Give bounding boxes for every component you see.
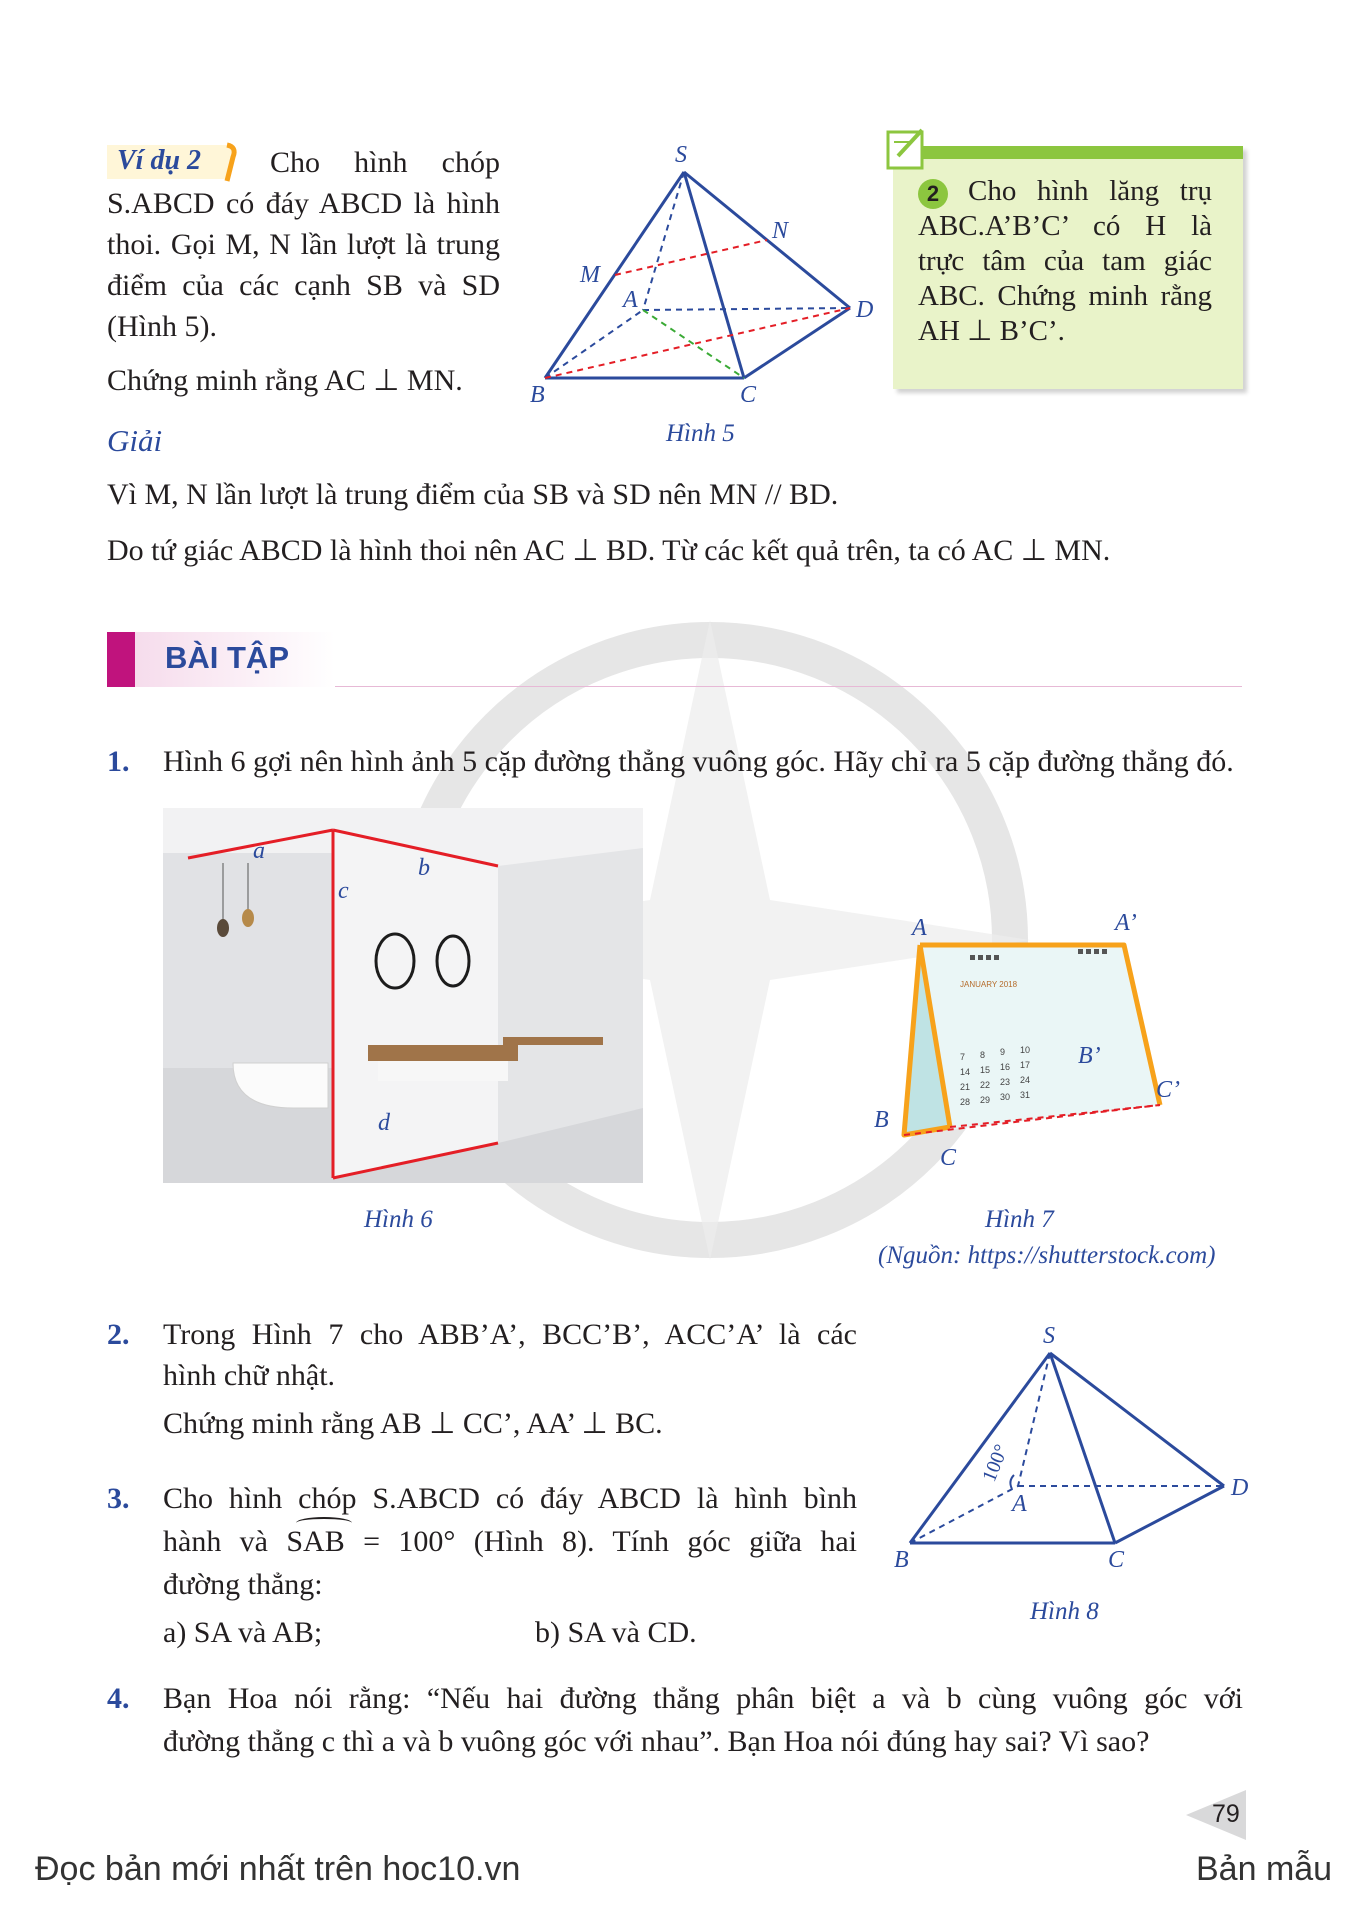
example-prove: Chứng minh rằng AC ⊥ MN. bbox=[107, 364, 463, 397]
exercise-3-option-a: a) SA và AB; bbox=[163, 1616, 323, 1649]
fig8-angle-label: 100° bbox=[978, 1441, 1013, 1485]
fig7-label-c: C bbox=[940, 1145, 957, 1171]
example-line-5: (Hình 5). bbox=[107, 310, 217, 343]
practice-line-2: ABC.A’B’C’ có H là bbox=[918, 210, 1212, 242]
figure7-source: (Nguồn: https://shutterstock.com) bbox=[878, 1242, 1216, 1269]
fig6-label-a: a bbox=[253, 838, 265, 864]
solution-line-2: Do tứ giác ABCD là hình thoi nên AC ⊥ BD. Từ các kết quả trên, ta có AC ⊥ MN. bbox=[107, 534, 1111, 567]
fig8-label-d: D bbox=[1231, 1475, 1249, 1501]
practice-line-1: Cho hình lăng trụ bbox=[968, 175, 1212, 207]
svg-text:22: 22 bbox=[980, 1080, 991, 1090]
exercise-3-line-3: đường thẳng: bbox=[163, 1568, 323, 1601]
svg-text:24: 24 bbox=[1020, 1075, 1031, 1085]
svg-text:21: 21 bbox=[960, 1082, 971, 1092]
practice-number-badge bbox=[918, 179, 948, 209]
practice-line-3: trực tâm của tam giác bbox=[918, 245, 1212, 277]
practice-line-4: ABC. Chứng minh rằng bbox=[918, 280, 1212, 312]
fig7-label-c2: C’ bbox=[1156, 1077, 1180, 1103]
svg-text:7: 7 bbox=[960, 1052, 966, 1062]
example-line-2: S.ABCD có đáy ABCD là hình bbox=[107, 187, 500, 220]
practice-number: 2 bbox=[926, 181, 940, 206]
svg-text:29: 29 bbox=[980, 1095, 991, 1105]
fig6-label-d: d bbox=[378, 1110, 390, 1136]
page-number: 79 bbox=[1212, 1800, 1240, 1828]
svg-text:10: 10 bbox=[1020, 1045, 1031, 1055]
solution-line-1: Vì M, N lần lượt là trung điểm của SB và SD nên MN // BD. bbox=[107, 478, 839, 511]
exercise-4-line-2: đường thẳng c thì a và b vuông góc với nhau”. Bạn Hoa nói đúng hay sai? Vì sao? bbox=[163, 1725, 1150, 1758]
figure8-pyramid bbox=[890, 1315, 1260, 1573]
fig5-label-b: B bbox=[530, 382, 545, 408]
exercise-3-option-b: b) SA và CD. bbox=[535, 1616, 697, 1649]
svg-text:16: 16 bbox=[1000, 1062, 1011, 1072]
section-divider bbox=[335, 686, 1242, 687]
fig5-label-m: M bbox=[580, 262, 600, 288]
fig5-label-d: D bbox=[856, 297, 874, 323]
figure5-caption: Hình 5 bbox=[666, 420, 735, 447]
fig7-label-a: A bbox=[912, 915, 927, 941]
fig7-label-a2: A’ bbox=[1115, 910, 1137, 936]
figure6-caption: Hình 6 bbox=[364, 1206, 433, 1233]
exercise-4-line-1: Bạn Hoa nói rằng: “Nếu hai đường thẳng phân biệt a và b cùng vuông góc với bbox=[163, 1682, 1243, 1715]
fig8-label-b: B bbox=[894, 1547, 909, 1573]
svg-text:9: 9 bbox=[1000, 1047, 1006, 1057]
fig6-label-c: c bbox=[338, 878, 349, 904]
fig7-calendar-month: JANUARY 2018 bbox=[960, 980, 1018, 989]
practice-line-5: AH ⊥ B’C’. bbox=[918, 315, 1065, 347]
figure7-calendar bbox=[860, 905, 1200, 1175]
figure6-image bbox=[163, 808, 643, 1183]
fig8-label-a: A bbox=[1012, 1491, 1027, 1517]
fig5-label-c: C bbox=[740, 382, 757, 408]
example-line-1: Cho hình chóp bbox=[270, 146, 500, 179]
exercise-2-number: 2. bbox=[107, 1318, 130, 1351]
svg-text:8: 8 bbox=[980, 1050, 986, 1060]
figure7-caption: Hình 7 bbox=[985, 1206, 1054, 1233]
exercise-3-number: 3. bbox=[107, 1482, 130, 1515]
example-badge-label: Ví dụ 2 bbox=[117, 145, 202, 176]
exercise-1-number: 1. bbox=[107, 745, 130, 778]
section-header-marker bbox=[107, 632, 135, 687]
svg-text:14: 14 bbox=[960, 1067, 971, 1077]
example-badge bbox=[107, 143, 237, 181]
figure5-pyramid bbox=[520, 140, 890, 410]
solution-title: Giải bbox=[107, 423, 163, 458]
fig6-label-b: b bbox=[418, 855, 430, 881]
fig7-label-b: B bbox=[874, 1107, 889, 1133]
svg-text:30: 30 bbox=[1000, 1092, 1011, 1102]
exercise-1-text: Hình 6 gợi nên hình ảnh 5 cặp đường thẳng vuông góc. Hãy chỉ ra 5 cặp đường thẳng đó. bbox=[163, 745, 1234, 778]
exercise-2-line-2: hình chữ nhật. bbox=[163, 1359, 336, 1392]
exercise-2-line-3: Chứng minh rằng AB ⊥ CC’, AA’ ⊥ BC. bbox=[163, 1407, 663, 1440]
fig5-label-a: A bbox=[623, 287, 638, 313]
exercise-3-line-2: hành và SAB = 100° (Hình 8). Tính góc giữa hai bbox=[163, 1525, 857, 1558]
section-title: BÀI TẬP bbox=[165, 640, 289, 675]
exercise-4-number: 4. bbox=[107, 1682, 130, 1715]
svg-text:23: 23 bbox=[1000, 1077, 1011, 1087]
footer-left: Đọc bản mới nhất trên hoc10.vn bbox=[35, 1850, 521, 1888]
pencil-note-icon bbox=[884, 126, 930, 172]
footer-right: Bản mẫu bbox=[1196, 1850, 1333, 1888]
fig5-label-s: S bbox=[675, 142, 687, 168]
fig7-label-b2: B’ bbox=[1078, 1043, 1101, 1069]
example-line-4: điểm của các cạnh SB và SD bbox=[107, 269, 500, 302]
svg-text:17: 17 bbox=[1020, 1060, 1031, 1070]
fig8-label-s: S bbox=[1043, 1323, 1055, 1349]
svg-text:28: 28 bbox=[960, 1097, 971, 1107]
exercise-3-line-1: Cho hình chóp S.ABCD có đáy ABCD là hình bình bbox=[163, 1482, 857, 1515]
svg-text:31: 31 bbox=[1020, 1090, 1031, 1100]
fig5-label-n: N bbox=[772, 218, 789, 244]
exercise-2-line-1: Trong Hình 7 cho ABB’A’, BCC’B’, ACC’A’ là các bbox=[163, 1318, 857, 1351]
figure8-caption: Hình 8 bbox=[1030, 1598, 1099, 1625]
svg-text:15: 15 bbox=[980, 1065, 991, 1075]
example-line-3: thoi. Gọi M, N lần lượt là trung bbox=[107, 228, 500, 261]
fig8-label-c: C bbox=[1108, 1547, 1125, 1573]
